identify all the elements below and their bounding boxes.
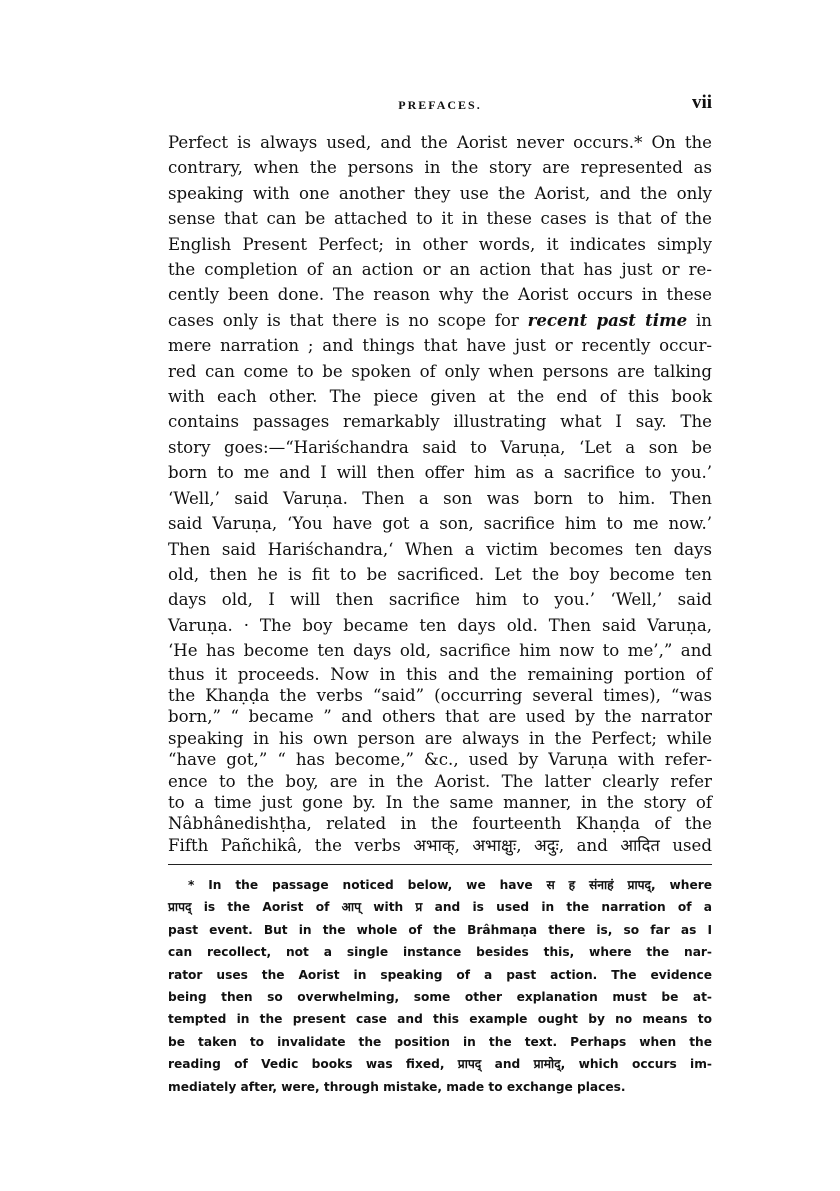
text-line: speaking with one another they use the Aorist, and the only bbox=[168, 183, 712, 203]
text-line: with each other. The piece given at the end of this book bbox=[168, 387, 712, 407]
text-line: ‘He has become ten days old, sacrifice him now to me’,” and bbox=[168, 641, 712, 661]
footnote-line: can recollect, not a single instance besides this, where the nar- bbox=[168, 945, 712, 960]
emphasis-text: recent past time bbox=[527, 309, 688, 330]
text-line: Fifth Pañchikâ, the verbs अभाक्, अभाक्षुः, अदुः, and आदित used bbox=[168, 835, 712, 855]
text-line-with-emphasis bbox=[168, 308, 712, 333]
text-line: days old, I will then sacrifice him to you.’ ‘Well,’ said bbox=[168, 590, 712, 610]
text-line: contains passages remarkably illustrating what I say. The bbox=[168, 412, 712, 432]
text-line: the Khaṇḍa the verbs “said” (occurring several times), “was bbox=[168, 685, 712, 705]
text-line: sense that can be attached to it in these cases is that of the bbox=[168, 209, 712, 229]
text-line: English Present Perfect; in other words, it indicates simply bbox=[168, 234, 712, 254]
footnote bbox=[168, 874, 712, 1098]
text-line: red can come to be spoken of only when persons are talking bbox=[168, 361, 712, 381]
text-line: born to me and I will then offer him as a sacrifice to you.’ bbox=[168, 463, 712, 483]
footnote-line: tempted in the present case and this example ought by no means to bbox=[168, 1012, 712, 1027]
text-line: born,” “ became ” and others that are used by the narrator bbox=[168, 707, 712, 727]
text-line: to a time just gone by. In the same manner, in the story of bbox=[168, 792, 712, 812]
text-fragment: in bbox=[695, 310, 712, 330]
text-line: mere narration ; and things that have just or recently occur- bbox=[168, 336, 712, 356]
text-line: Nâbhânedishṭha, related in the fourteenth Khaṇḍa of the bbox=[168, 814, 712, 834]
compact-paragraph bbox=[168, 664, 712, 857]
footnote-line: * In the passage noticed below, we have स ह संनाहं प्रापद्, where bbox=[188, 878, 712, 892]
footnote-rule bbox=[168, 864, 712, 865]
body-text bbox=[168, 130, 712, 856]
footnote-line: being then so overwhelming, some other explanation must be at- bbox=[168, 990, 712, 1005]
text-line: Varuṇa. · The boy became ten days old. Then said Varuṇa, bbox=[168, 615, 712, 635]
text-line: ‘Well,’ said Varuṇa. Then a son was born to him. Then bbox=[168, 488, 712, 508]
text-line: speaking in his own person are always in the Perfect; while bbox=[168, 728, 712, 748]
text-line: said Varuṇa, ‘You have got a son, sacrifice him to me now.’ bbox=[168, 514, 712, 534]
text-line: Perfect is always used, and the Aorist never occurs.* On the bbox=[168, 133, 712, 152]
text-line: “have got,” “ has become,” &c., used by Varuṇa with refer- bbox=[168, 750, 712, 770]
footnote-line: be taken to invalidate the position in the text. Perhaps when the bbox=[168, 1034, 712, 1049]
footnote-line: mediately after, were, through mistake, made to exchange places. bbox=[168, 1079, 626, 1094]
running-title: PREFACES. bbox=[398, 98, 482, 112]
text-line: Then said Hariśchandra,‘ When a victim becomes ten days bbox=[168, 539, 712, 559]
footnote-line: प्रापद् is the Aorist of आप् with प्र and is used in the narration of a bbox=[168, 900, 712, 915]
text-line: ence to the boy, are in the Aorist. The latter clearly refer bbox=[168, 771, 712, 791]
text-line: cently been done. The reason why the Aorist occurs in these bbox=[168, 285, 712, 305]
page-number: vii bbox=[691, 92, 712, 113]
text-line: story goes:—“Hariśchandra said to Varuṇa, ‘Let a son be bbox=[168, 437, 712, 457]
text-line: thus it proceeds. Now in this and the remaining portion of bbox=[168, 664, 712, 684]
footnote-line: reading of Vedic books was fixed, प्रापद् and प्रामोद्, which occurs im- bbox=[168, 1057, 712, 1072]
text-fragment: cases only is that there is no scope for bbox=[168, 310, 519, 330]
footnote-line: rator uses the Aorist in speaking of a past action. The evidence bbox=[168, 967, 712, 982]
text-line: the completion of an action or an action that has just or re- bbox=[168, 260, 712, 280]
text-line: contrary, when the persons in the story are represented as bbox=[168, 158, 712, 178]
footnote-line: past event. But in the whole of the Brâhmaṇa there is, so far as I bbox=[168, 922, 712, 937]
text-line: old, then he is fit to be sacrificed. Let the boy become ten bbox=[168, 564, 712, 584]
running-head bbox=[168, 92, 712, 116]
